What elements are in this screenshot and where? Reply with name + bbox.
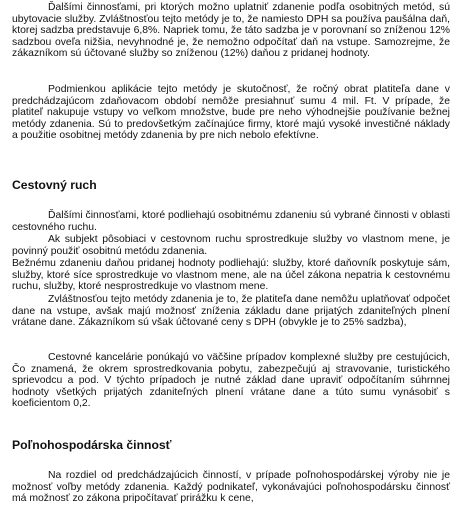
- intro-paragraph-2: Podmienkou aplikácie tejto metódy je skutočnosť, že ročný obrat platiteľa dane v predchádzajúcom zdaňovacom období nemôže presiahnuť sumu 4 mil. Ft. V prípade, že platiteľ nakupuje vstupy vo veľkom množstve, bude pre neho výhodnejšie používanie bežnej metódy zdanenia. Sú to predovšetkým začínajúce firmy, ktoré majú vysoké investičné náklady a použitie osobitnej metódy zdanenia by pre nich nebolo efektívne.: [12, 84, 450, 142]
- travel-paragraph-2: Ak subjekt pôsobiaci v cestovnom ruchu sprostredkuje služby vo vlastnom mene, je povinný použiť osobitnú metódu zdanenia.: [12, 234, 450, 257]
- heading-agriculture: Poľnohospodárska činnosť: [12, 438, 172, 452]
- travel-paragraph-5: Cestovné kancelárie ponúkajú vo väčšine prípadov komplexné služby pre cestujúcich, Čo znamená, že okrem sprostredkovania pobytu, zabezpečujú aj stravovanie, turistického sprievodcu a pod. V týchto prípadoch je nutné základ dane upraviť odpočítaním súhrnnej hodnoty všetkých prijatých zdaniteľných plnení vrátane dane a túto sumu vynásobiť s koeficientom 0,2.: [12, 352, 450, 410]
- agri-paragraph-1: Na rozdiel od predchádzajúcich činností, v prípade poľnohospodárskej výroby nie je možnosť voľby metódy zdanenia. Každý podnikateľ, vykonávajúci poľnohospodársku činnosť má možnosť zo zákona pripočítavať prirážku k cene,: [12, 470, 450, 505]
- travel-paragraph-4: Zvláštnosťou tejto metódy zdanenia je to, že platiteľa dane nemôžu uplatňovať odpočet dane na vstupe, avšak majú možnosť zníženia základu dane prijatých zdaniteľných plnení vrátane dane. Zákazníkom sú však účtované ceny s DPH (obvykle je to 25% sadzba),: [12, 294, 450, 329]
- travel-paragraph-3: Bežnému zdaneniu daňou pridanej hodnoty podliehajú: služby, ktoré daňovník poskytuje sám, služby, ktoré síce sprostredkuje vo vlastnom mene, ale na účel zákona nepatria k cestovnému ruchu, služby, ktoré nesprostredkuje vo vlastnom mene.: [12, 258, 450, 293]
- intro-paragraph-1: Ďalšími činnosťami, pri ktorých možno uplatniť zdanenie podľa osobitných metód, sú ubytovacie služby. Zvláštnosťou tejto metódy je to, že namiesto DPH sa používa paušálna daň, ktorej sadzba predstavuje 6,8%. Napriek tomu, že táto sadzba je v porovnaní so zníženou 12% sadzbou oveľa nižšia, nevyhnodné je, že nemožno odpočítať daň na vstupe. Samozrejme, že zákazníkom sú účtované služby so zníženou (12%) daňou z pridanej hodnoty.: [12, 2, 450, 60]
- heading-travel: Cestovný ruch: [12, 178, 97, 192]
- travel-paragraph-1: Ďalšími činnosťami, ktoré podliehajú osobitnému zdaneniu sú vybrané činnosti v oblasti cestovného ruchu.: [12, 210, 450, 233]
